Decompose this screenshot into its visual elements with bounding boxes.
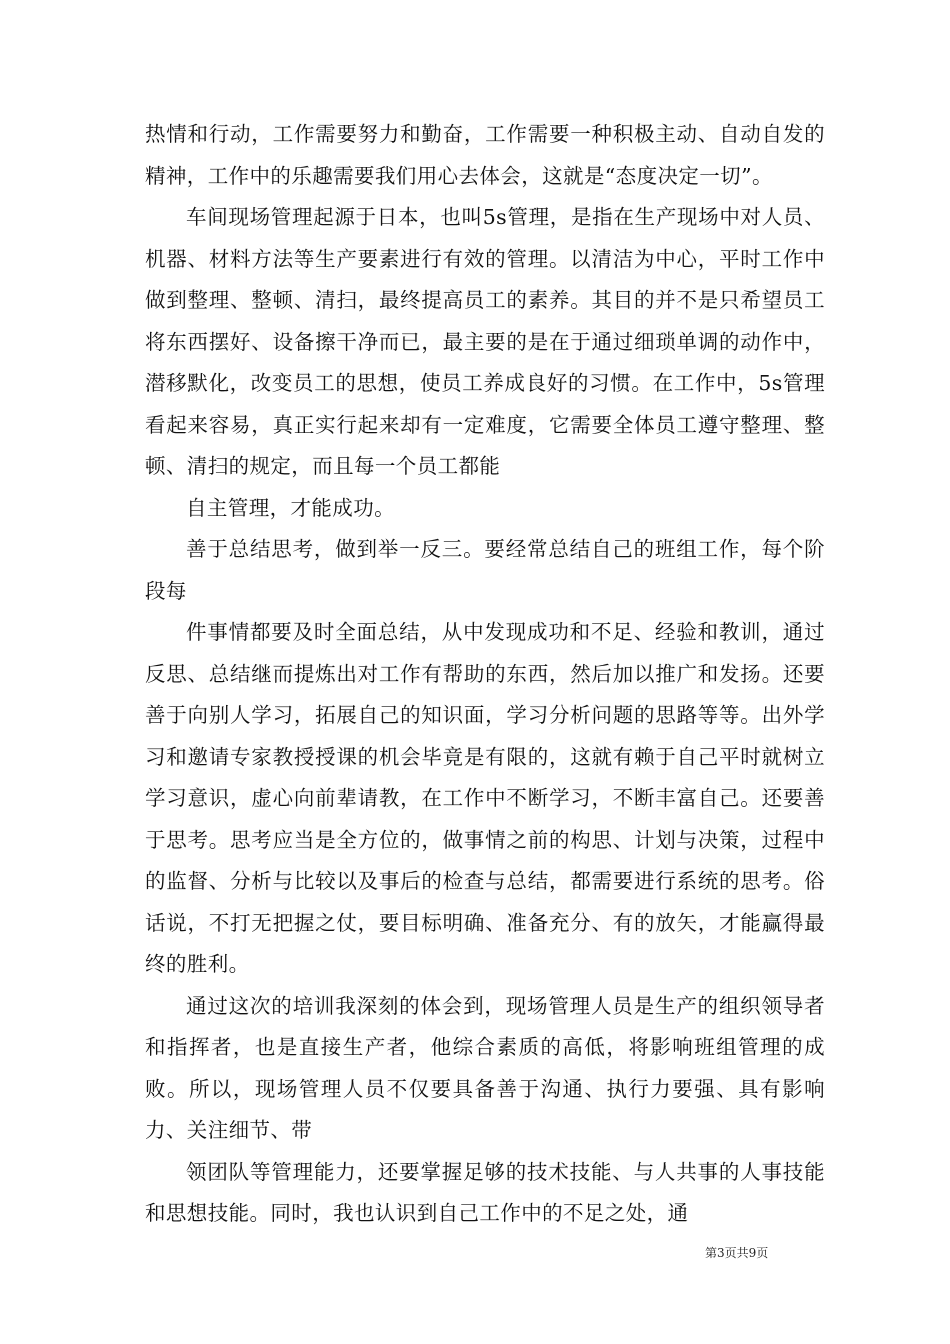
page-number: 第3页共9页 <box>705 1246 769 1260</box>
paragraph: 车间现场管理起源于日本，也叫5s管理，是指在生产现场中对人员、机器、材料方法等生产要素进行有效的管理。以清洁为中心，平时工作中做到整理、整顿、清扫，最终提高员工的素养。其目的并不是只希望员工将东西摆好、设备擦干净而已，最主要的是在于通过细琐单调的动作中，潜移默化，改变员工的思想，使员工养成良好的习惯。在工作中，5s管理看起来容易，真正实行起来却有一定难度，它需要全体员工遵守整理、整顿、清扫的规定，而且每一个员工都能 <box>145 205 825 478</box>
paragraph: 件事情都要及时全面总结，从中发现成功和不足、经验和教训，通过反思、总结继而提炼出对工作有帮助的东西，然后加以推广和发扬。还要善于向别人学习，拓展自己的知识面，学习分析问题的思路等等。出外学习和邀请专家教授授课的机会毕竟是有限的，这就有赖于自己平时就树立学习意识，虚心向前辈请教，在工作中不断学习，不断丰富自己。还要善于思考。思考应当是全方位的，做事情之前的构思、计划与决策，过程中的监督、分析与比较以及事后的检查与总结，都需要进行系统的思考。俗话说，不打无把握之仗，要目标明确、准备充分、有的放矢，才能赢得最终的胜利。 <box>145 620 825 976</box>
body-text <box>145 114 825 1235</box>
paragraph: 通过这次的培训我深刻的体会到，现场管理人员是生产的组织领导者和指挥者，也是直接生产者，他综合素质的高低，将影响班组管理的成败。所以，现场管理人员不仅要具备善于沟通、执行力要强、具有影响力、关注细节、带 <box>145 993 825 1142</box>
paragraph: 领团队等管理能力，还要掌握足够的技术技能、与人共事的人事技能和思想技能。同时，我也认识到自己工作中的不足之处，通 <box>145 1159 825 1225</box>
paragraph: 热情和行动，工作需要努力和勤奋，工作需要一种积极主动、自动自发的精神，工作中的乐趣需要我们用心去体会，这就是“态度决定一切”。 <box>145 122 825 188</box>
paragraph: 善于总结思考，做到举一反三。要经常总结自己的班组工作，每个阶段每 <box>145 537 825 603</box>
paragraph: 自主管理，才能成功。 <box>186 495 395 520</box>
